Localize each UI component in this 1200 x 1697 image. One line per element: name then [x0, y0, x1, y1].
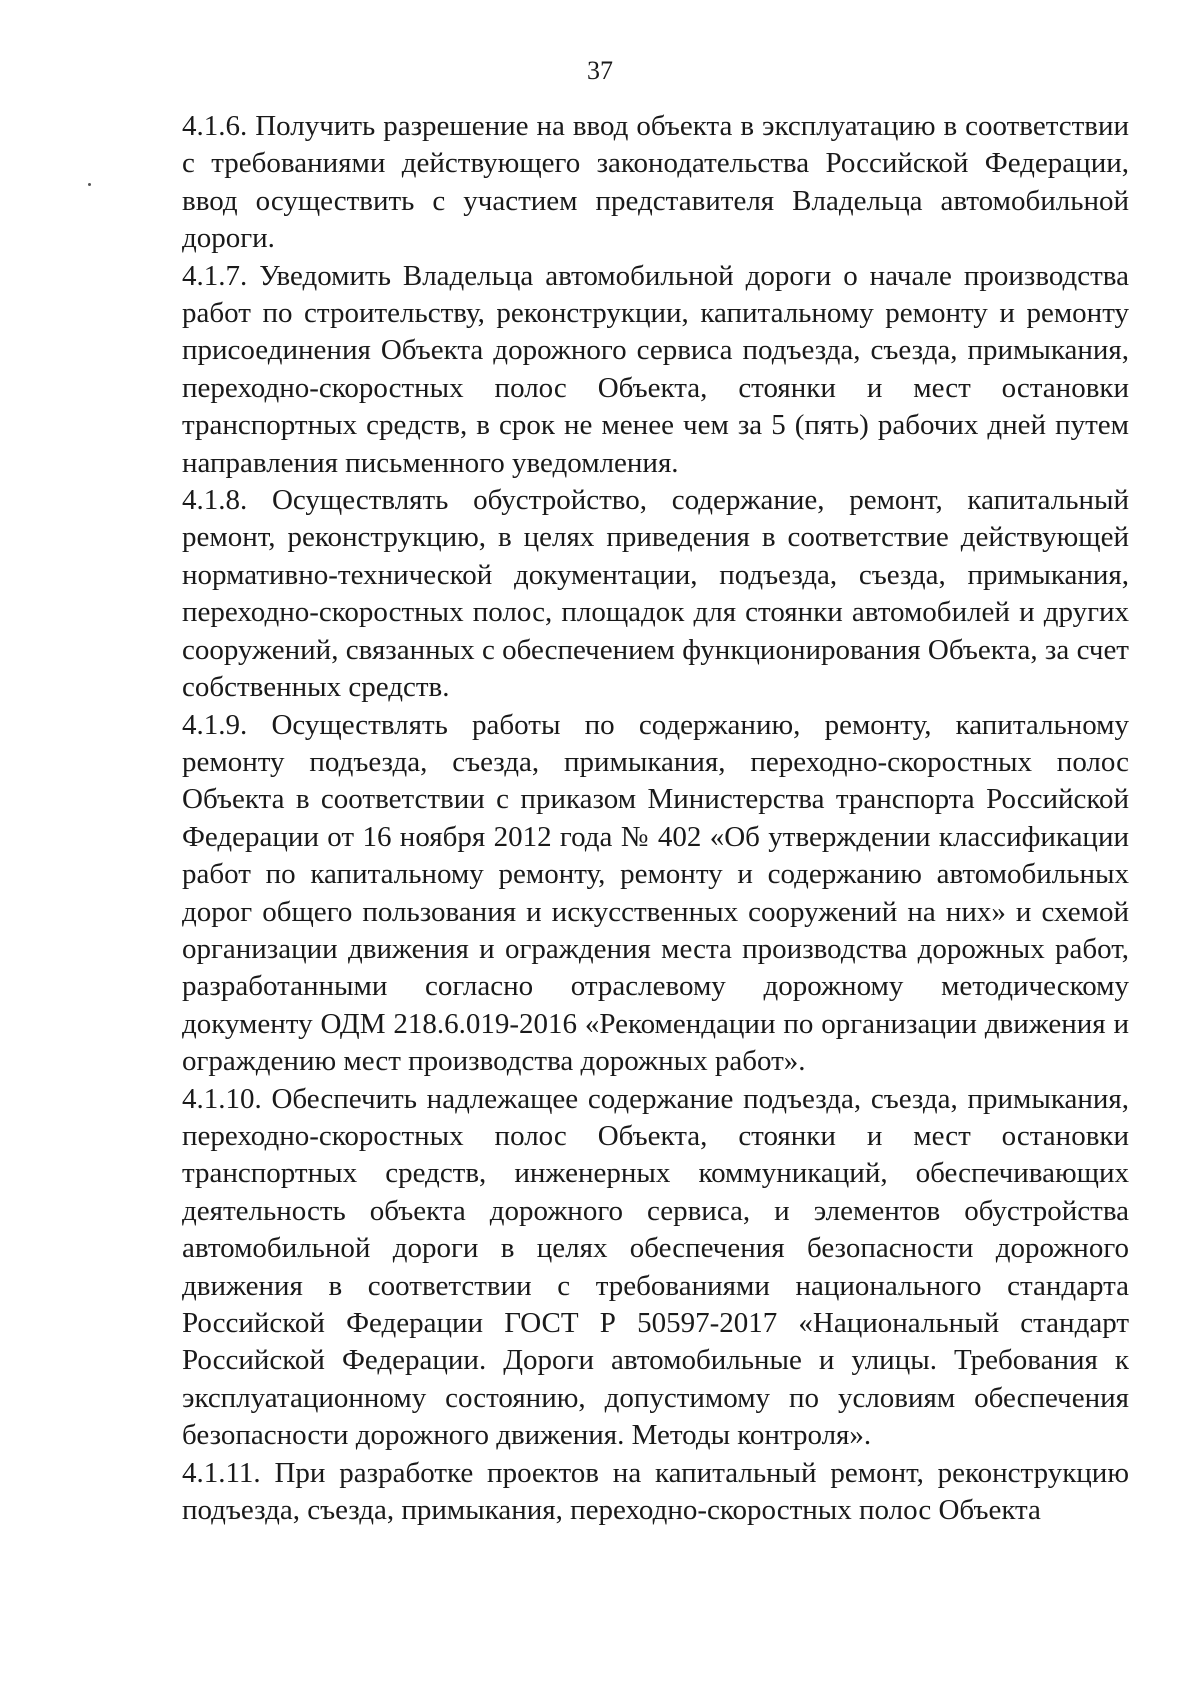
clause-4-1-10: 4.1.10. Обеспечить надлежащее содержание подъезда, съезда, примыкания, переходно-скоростных полос Объекта, стоянки и мест остановки транспортных средств, инженерных коммуникаций, обеспечивающих деятельность объекта дорожного сервиса, и элементов обустройства автомобильной дороги в целях обеспечения безопасности дорожного движения в соответствии с требованиями национального стандарта Российской Федерации ГОСТ Р 50597-2017 «Национальный стандарт Российской Федерации. Дороги автомобильные и улицы. Требования к эксплуатационному состоянию, допустимому по условиям обеспечения безопасности дорожного движения. Методы контроля». [182, 1082, 1129, 1452]
clause-4-1-8: 4.1.8. Осуществлять обустройство, содержание, ремонт, капитальный ремонт, реконструкцию, в целях приведения в соответствие действующей нормативно-технической документации, подъезда, съезда, примыкания, переходно-скоростных полос, площадок для стоянки автомобилей и других сооружений, связанных с обеспечением функционирования Объекта, за счет собственных средств. [182, 484, 1129, 704]
clause-4-1-6: 4.1.6. Получить разрешение на ввод объекта в эксплуатацию в соответствии с требованиями действующего законодательства Российской Федерации, ввод осуществить с участием представителя Владельца автомобильной дороги. [182, 110, 1129, 255]
clause-4-1-11: 4.1.11. При разработке проектов на капитальный ремонт, реконструкцию подъезда, съезда, примыкания, переходно-скоростных полос Объекта [182, 1456, 1129, 1527]
clause-4-1-9: 4.1.9. Осуществлять работы по содержанию, ремонту, капитальному ремонту подъезда, съезда, примыкания, переходно-скоростных полос Объекта в соответствии с приказом Министерства транспорта Российской Федерации от 16 ноября 2012 года № 402 «Об утверждении классификации работ по капитальному ремонту, ремонту и содержанию автомобильных дорог общего пользования и искусственных сооружений на них» и схемой организации движения и ограждения места производства дорожных работ, разработанными согласно отраслевому дорожному методическому документу ОДМ 218.6.019-2016 «Рекомендации по организации движения и ограждению мест производства дорожных работ». [182, 708, 1129, 1078]
document-body [182, 108, 1129, 1529]
page-number: 37 [587, 56, 613, 85]
scan-speck [88, 183, 91, 186]
clause-4-1-7: 4.1.7. Уведомить Владельца автомобильной дороги о начале производства работ по строительству, реконструкции, капитальному ремонту и ремонту присоединения Объекта дорожного сервиса подъезда, съезда, примыкания, переходно-скоростных полос Объекта, стоянки и мест остановки транспортных средств, в срок не менее чем за 5 (пять) рабочих дней путем направления письменного уведомления. [182, 259, 1129, 479]
